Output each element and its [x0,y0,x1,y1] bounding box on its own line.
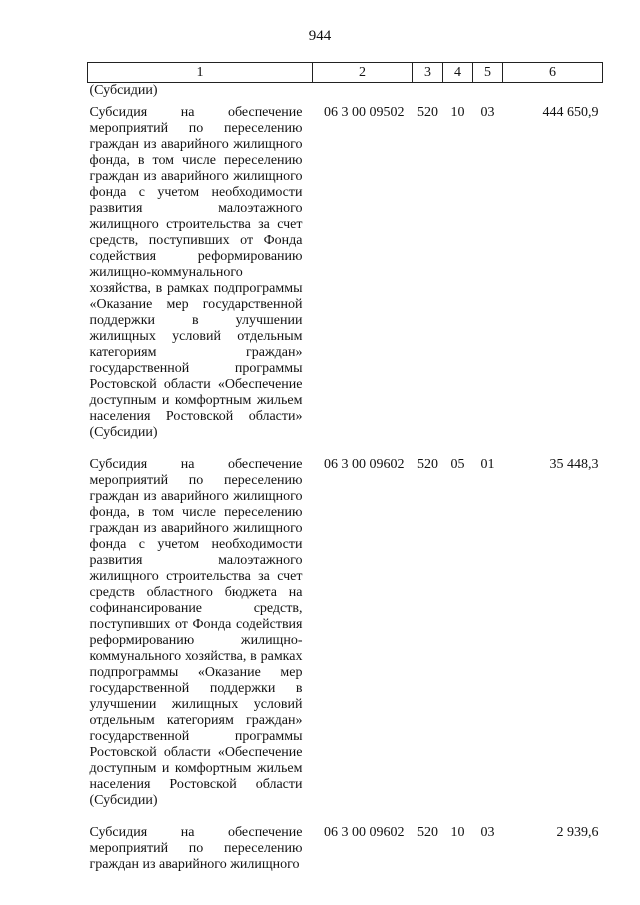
row-code: 06 3 00 09602 [324,457,405,472]
row-col-4: 10 [450,825,465,840]
row-col-3: 520 [417,825,438,840]
row-col-5: 01 [480,457,495,472]
header-col-2: 2 [313,63,413,83]
budget-table [87,62,603,873]
table-row [88,457,603,825]
header-col-3: 3 [413,63,443,83]
continuation-text: (Субсидии) [89,83,158,98]
row-description: Субсидия на обеспечение мероприятий по переселению граждан из аварийного жилищного фонда, в том числе переселению граждан из аварийного жилищного фонда с учетом необходимости развития малоэтажного жилищного строительства за счет средств областного бюджета на софинансирование средств, поступивших от Фонда содействия реформированию жилищно-коммунального хозяйства, в рамках подпрограммы «Оказание мер государственной поддержки в улучшении жилищных условий отдельным категориям граждан» государственной программы Ростовской области «Обеспечение доступным и комфортным жильем населения Ростовской области (Субсидии) [89,457,303,808]
row-amount: 35 448,3 [549,457,599,472]
row-code: 06 3 00 09502 [324,105,405,120]
row-amount: 2 939,6 [556,825,599,840]
row-col-5: 03 [480,105,495,120]
table-row [88,825,603,873]
row-col-4: 05 [450,457,465,472]
header-col-5: 5 [473,63,503,83]
row-col-5: 03 [480,825,495,840]
table-row [88,105,603,457]
page-number: 944 [308,28,332,44]
header-col-6: 6 [503,63,603,83]
header-col-4: 4 [443,63,473,83]
row-col-3: 520 [417,457,438,472]
row-code: 06 3 00 09602 [324,825,405,840]
row-description: Субсидия на обеспечение мероприятий по переселению граждан из аварийного жилищного фонда, в том числе переселению граждан из аварийного жилищного фонда с учетом необходимости развития малоэтажного жилищного строительства за счет средств, поступивших от Фонда содействия реформированию жилищно-коммунального хозяйства, в рамках подпрограммы «Оказание мер государственной поддержки в улучшении жилищных условий отдельным категориям граждан» государственной программы Ростовской области «Обеспечение доступным и комфортным жильем населения Ростовской области» (Субсидии) [89,105,303,440]
table-header [88,63,603,83]
row-col-3: 520 [417,105,438,120]
row-amount: 444 650,9 [542,105,599,120]
header-col-1: 1 [88,63,313,83]
row-description: Субсидия на обеспечение мероприятий по переселению граждан из аварийного жилищного [89,825,303,872]
row-col-4: 10 [450,105,465,120]
table-row [88,83,603,106]
